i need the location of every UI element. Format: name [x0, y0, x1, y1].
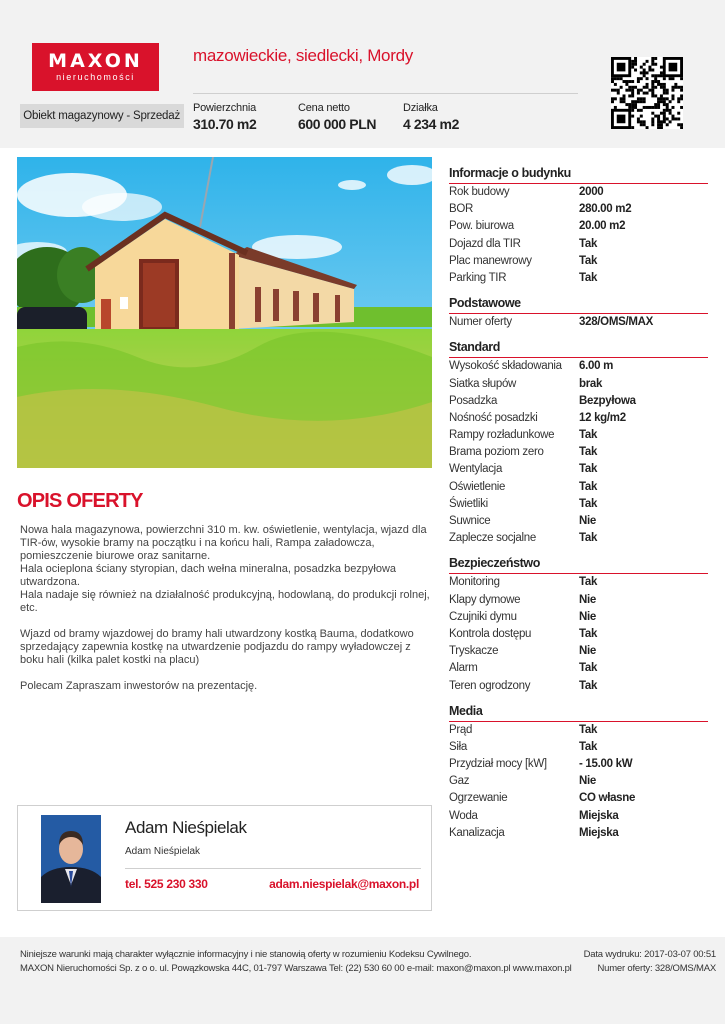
detail-row	[449, 236, 708, 253]
section-title: Informacje o budynku	[449, 167, 708, 184]
section-2	[449, 341, 708, 547]
detail-value: 328/OMS/MAX	[579, 316, 654, 329]
detail-value: Tak	[579, 740, 598, 753]
detail-value: 12 kg/m2	[579, 411, 626, 424]
agent-card	[17, 805, 432, 911]
detail-value: Tak	[579, 497, 598, 510]
section-0	[449, 167, 708, 287]
detail-label: Plac manewrowy	[449, 254, 532, 267]
stat-area-value: 310.70 m2	[193, 116, 257, 132]
section-title: Media	[449, 705, 708, 722]
detail-label: Tryskacze	[449, 645, 499, 658]
section-title: Standard	[449, 341, 708, 358]
detail-label: Świetliki	[449, 497, 488, 510]
detail-row	[449, 825, 708, 842]
section-3	[449, 557, 708, 694]
agent-email-link[interactable]: adam.niespielak@maxon.pl	[269, 877, 419, 891]
detail-row	[449, 184, 708, 201]
agent-avatar	[41, 815, 101, 903]
property-type-badge: Obiekt magazynowy - Sprzedaż	[20, 104, 184, 128]
detail-label: Przydział mocy [kW]	[449, 758, 547, 771]
detail-value: 2000	[579, 186, 604, 198]
detail-value: Nie	[579, 645, 596, 658]
detail-row	[449, 660, 708, 677]
footer-company: MAXON Nieruchomości Sp. z o o. ul. Powązkowska 44C, 01-797 Warszawa Tel: (22) 530 60 00 e-mail: maxon@maxon.pl www.maxon.pl	[20, 963, 572, 974]
detail-label: Teren ogrodzony	[449, 679, 531, 692]
detail-row	[449, 393, 708, 410]
detail-row	[449, 530, 708, 547]
section-4	[449, 705, 708, 842]
detail-row	[449, 218, 708, 235]
detail-label: Prąd	[449, 723, 473, 736]
detail-row	[449, 444, 708, 461]
maxon-logo[interactable]	[32, 43, 159, 91]
detail-label: Alarm	[449, 662, 478, 675]
stat-area-label: Powierzchnia	[193, 102, 257, 114]
detail-row	[449, 314, 708, 331]
detail-value: CO własne	[579, 792, 636, 805]
stat-plot-label: Działka	[403, 102, 438, 114]
detail-row	[449, 790, 708, 807]
detail-label: Nośność posadzki	[449, 411, 538, 424]
header-divider	[193, 93, 578, 94]
detail-value: Tak	[579, 679, 598, 692]
detail-value: 20.00 m2	[579, 220, 626, 233]
detail-row	[449, 574, 708, 591]
detail-value: Nie	[579, 593, 596, 606]
footer-print-date: Data wydruku: 2017-03-07 00:51	[583, 949, 716, 960]
detail-value: Tak	[579, 254, 598, 267]
detail-label: Wysokość składowania	[449, 360, 562, 373]
detail-value: Nie	[579, 515, 596, 527]
detail-value: Nie	[579, 610, 596, 623]
agent-subname: Adam Nieśpielak	[125, 846, 201, 857]
detail-label: Brama poziom zero	[449, 446, 544, 459]
detail-row	[449, 773, 708, 790]
detail-row	[449, 358, 708, 375]
detail-row	[449, 739, 708, 756]
location-title: mazowieckie, siedlecki, Mordy	[193, 46, 413, 65]
section-title: Podstawowe	[449, 297, 708, 314]
detail-label: Parking TIR	[449, 271, 507, 284]
detail-row	[449, 678, 708, 695]
agent-phone-link[interactable]: tel. 525 230 330	[125, 877, 208, 891]
detail-label: Oświetlenie	[449, 480, 506, 493]
detail-value: Miejska	[579, 809, 619, 822]
stat-price-value: 600 000 PLN	[298, 116, 377, 132]
detail-value: Tak	[579, 480, 598, 493]
footer-offer-number: Numer oferty: 328/OMS/MAX	[597, 963, 716, 974]
detail-value: 280.00 m2	[579, 203, 632, 216]
agent-name: Adam Nieśpielak	[125, 818, 247, 837]
detail-label: Dojazd dla TIR	[449, 237, 521, 250]
stat-price-label: Cena netto	[298, 102, 350, 114]
stat-plot-value: 4 234 m2	[403, 116, 459, 132]
footer-disclaimer: Niniejsze warunki mają charakter wyłącznie informacyjny i nie stanowią oferty w rozumieniu Kodeksu Cywilnego.	[20, 949, 472, 960]
description-title: OPIS OFERTY	[17, 490, 143, 512]
footer	[0, 937, 725, 1024]
detail-row	[449, 253, 708, 270]
footer-right	[584, 948, 716, 976]
detail-label: Rampy rozładunkowe	[449, 429, 555, 442]
detail-row	[449, 479, 708, 496]
detail-value: Tak	[579, 446, 598, 459]
detail-row	[449, 270, 708, 287]
detail-row	[449, 427, 708, 444]
detail-label: Rok budowy	[449, 186, 510, 198]
detail-label: Pow. biurowa	[449, 220, 514, 233]
detail-label: Suwnice	[449, 515, 491, 527]
detail-label: Wentylacja	[449, 463, 503, 476]
detail-label: Posadzka	[449, 394, 498, 407]
detail-label: Kanalizacja	[449, 826, 505, 839]
details-panel	[449, 167, 708, 852]
detail-value: Tak	[579, 723, 598, 736]
detail-value: brak	[579, 377, 603, 390]
detail-label: Monitoring	[449, 576, 500, 589]
detail-row	[449, 461, 708, 478]
detail-row	[449, 592, 708, 609]
detail-value: Tak	[579, 576, 598, 589]
agent-divider	[125, 868, 421, 869]
detail-row	[449, 643, 708, 660]
stat-price	[298, 102, 376, 132]
section-1	[449, 297, 708, 331]
detail-label: Ogrzewanie	[449, 792, 508, 805]
detail-value: Tak	[579, 429, 598, 442]
detail-row	[449, 376, 708, 393]
logo-subtext: nieruchomości	[56, 72, 135, 82]
section-title: Bezpieczeństwo	[449, 557, 708, 574]
detail-row	[449, 513, 708, 530]
detail-value: Tak	[579, 532, 598, 545]
detail-label: Klapy dymowe	[449, 593, 521, 606]
detail-label: Czujniki dymu	[449, 610, 517, 623]
detail-label: Kontrola dostępu	[449, 627, 532, 640]
description-text: Nowa hala magazynowa, powierzchni 310 m. kw. oświetlenie, wentylacja, wjazd dla TIR-ów, wysokie bramy na początku i na końcu hali, Rampa załadowcza, pomieszczenie biurowe oraz sanitarne. Hala ocieplona ściany styropian, dach wełna mineralna, posadzka bezpyłowa utwardzona. Hala nadaje się również na działalność produkcyjną, hodowlaną, do produkcji rolnej, etc. Wjazd od bramy wjazdowej do bramy hali utwardzony kostką Bauma, dodatkowo sprzedający zapewnia kostkę na utwardzenie podjazdu do rampy wyładowczej z boku hali (kilka palet kostki na placu) Polecam Zapraszam inwestorów na prezentację.	[20, 524, 430, 692]
detail-label: Siatka słupów	[449, 377, 517, 390]
detail-row	[449, 496, 708, 513]
detail-label: Woda	[449, 809, 478, 822]
detail-label: Numer oferty	[449, 316, 512, 329]
qr-code-icon[interactable]	[611, 57, 683, 129]
detail-label: Zaplecze socjalne	[449, 532, 536, 545]
detail-row	[449, 201, 708, 218]
detail-value: Nie	[579, 775, 596, 788]
detail-value: Tak	[579, 627, 598, 640]
property-photo[interactable]	[17, 157, 432, 468]
detail-label: BOR	[449, 203, 474, 216]
detail-value: 6.00 m	[579, 360, 614, 373]
detail-value: Miejska	[579, 826, 619, 839]
footer-left	[20, 948, 572, 976]
detail-row	[449, 722, 708, 739]
detail-row	[449, 609, 708, 626]
detail-label: Gaz	[449, 775, 470, 788]
detail-value: Bezpyłowa	[579, 394, 636, 407]
detail-label: Siła	[449, 740, 467, 753]
detail-row	[449, 808, 708, 825]
detail-row	[449, 756, 708, 773]
detail-row	[449, 626, 708, 643]
stat-area	[193, 102, 256, 132]
stat-plot	[403, 102, 459, 132]
detail-value: Tak	[579, 463, 598, 476]
logo-text: MAXON	[48, 50, 143, 72]
detail-value: Tak	[579, 271, 598, 284]
detail-value: Tak	[579, 237, 598, 250]
detail-row	[449, 410, 708, 427]
detail-value: Tak	[579, 662, 598, 675]
detail-value: - 15.00 kW	[579, 758, 633, 771]
